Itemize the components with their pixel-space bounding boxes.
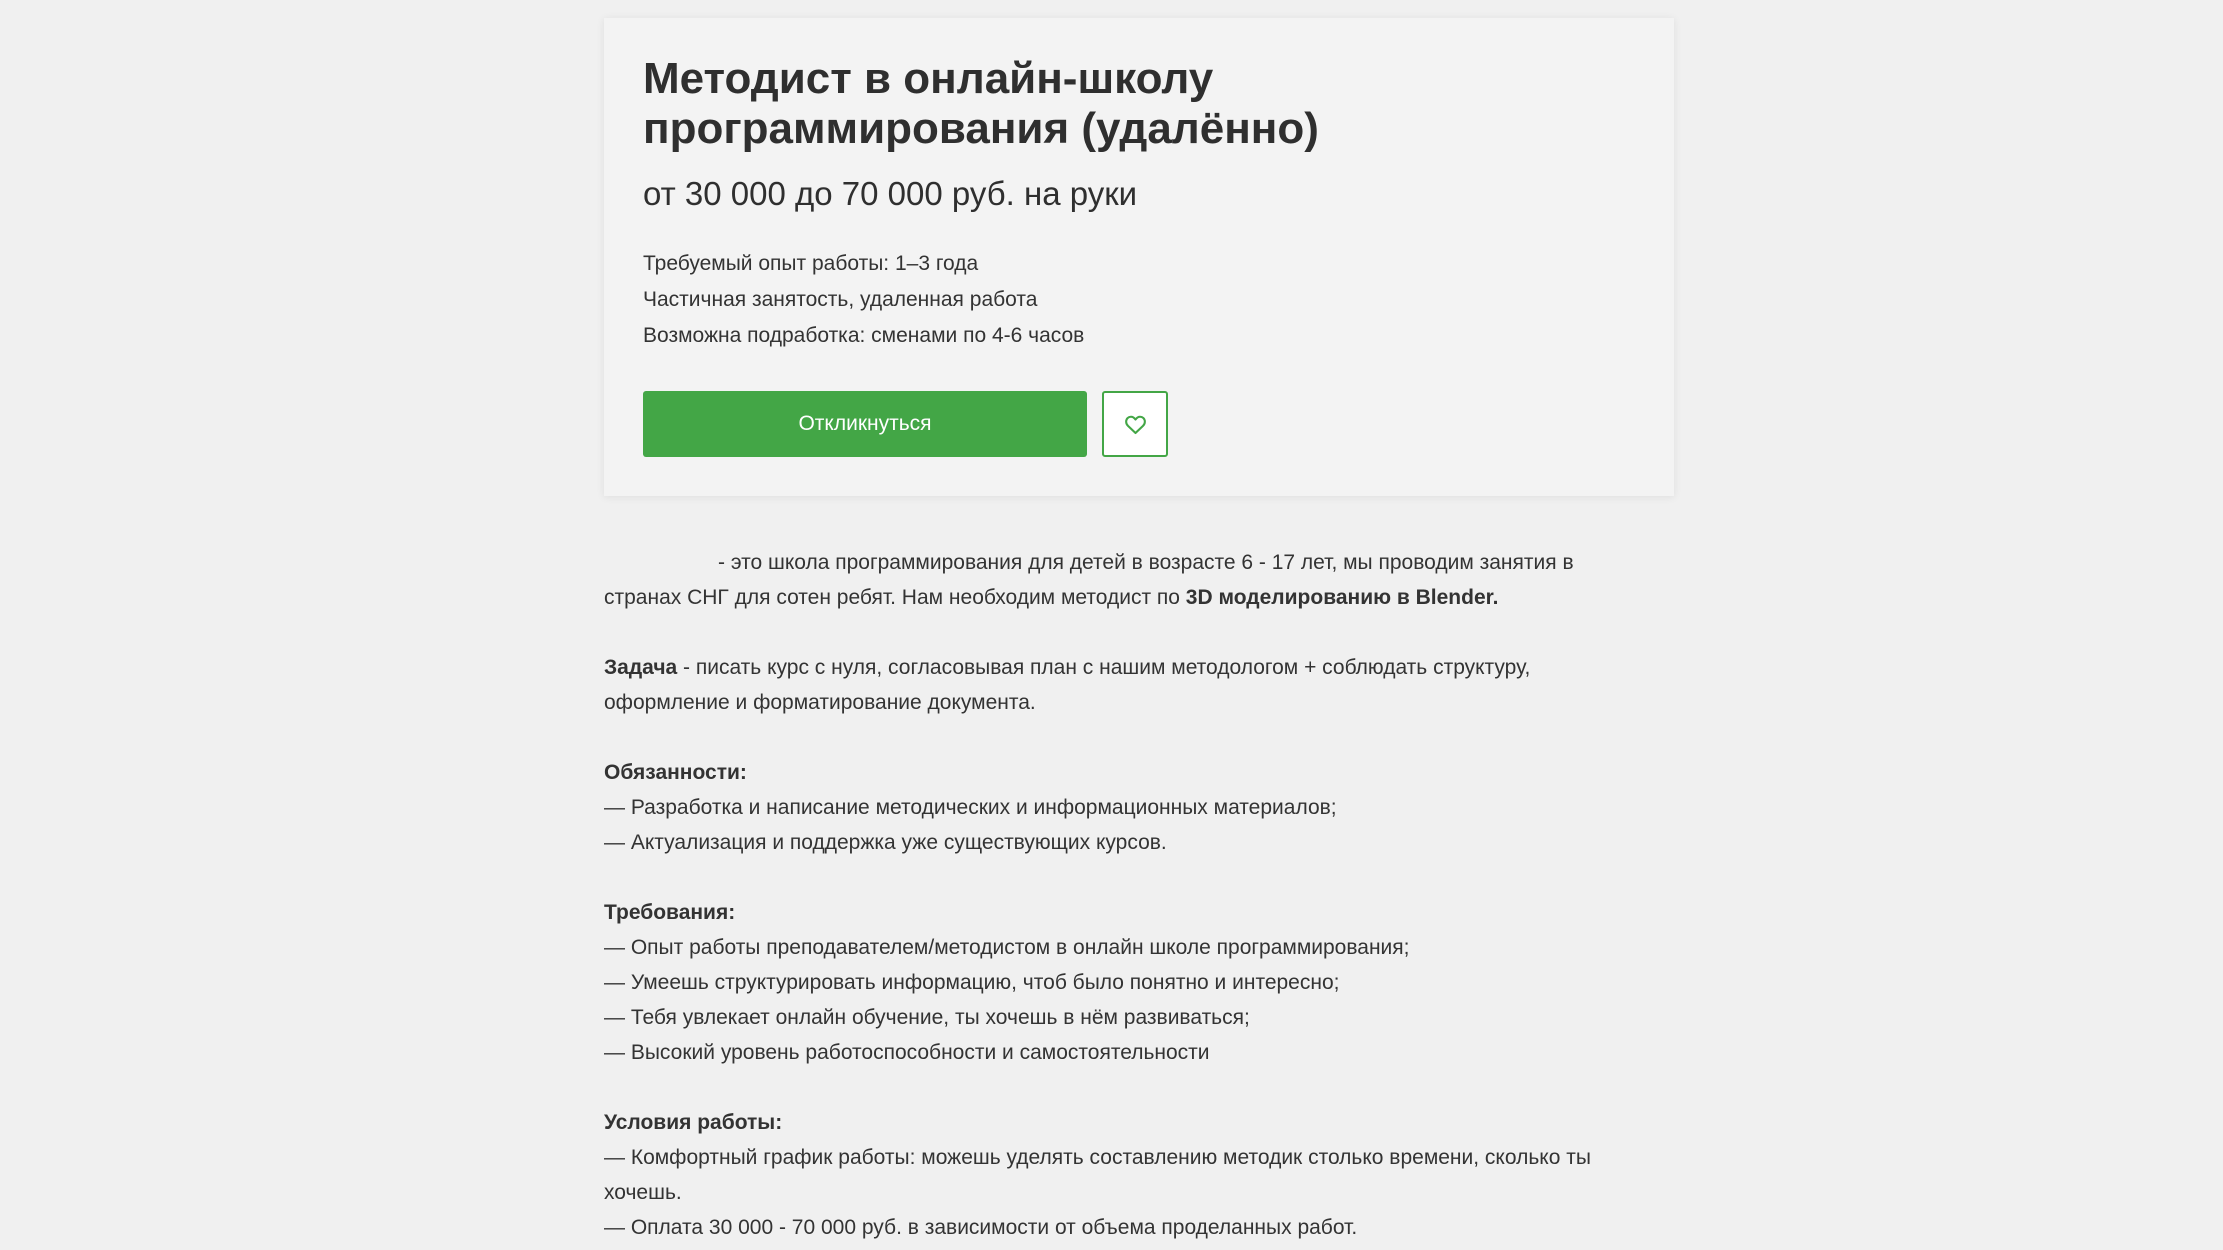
intro-line-1 — [604, 545, 1674, 580]
vacancy-meta — [643, 246, 1636, 354]
employment-text: Частичная занятость, удаленная работа — [643, 288, 1038, 311]
task-line-2: оформление и форматирование документа. — [604, 691, 1036, 714]
intro-line-2 — [604, 580, 1674, 615]
vacancy-title — [643, 54, 1403, 154]
task-title: Задача — [604, 656, 678, 679]
vacancy-page — [604, 0, 1674, 1250]
spacer — [604, 615, 1674, 650]
requirement-item: — Опыт работы преподавателем/методистом в онлайн школе программирования; — [604, 936, 1410, 959]
task-line-1 — [604, 650, 1674, 685]
responsibilities-title: Обязанности: — [604, 761, 747, 784]
intro-strong-text: 3D моделированию в Blender. — [1185, 586, 1499, 609]
responsibility-item: — Разработка и написание методических и информационных материалов; — [604, 796, 1337, 819]
requirement-item: — Тебя увлекает онлайн обучение, ты хочешь в нём развиваться; — [604, 1006, 1250, 1029]
apply-button[interactable]: Откликнуться — [643, 391, 1087, 457]
favorite-button[interactable] — [1102, 391, 1168, 457]
experience-text: Требуемый опыт работы: 1–3 года — [643, 252, 979, 275]
spacer — [604, 720, 1674, 755]
conditions-title: Условия работы: — [604, 1111, 783, 1134]
vacancy-header-card — [604, 18, 1674, 496]
responsibility-item: — Актуализация и поддержка уже существующих курсов. — [604, 831, 1167, 854]
spacer — [604, 860, 1674, 895]
condition-item: — Комфортный график работы: можешь уделять составлению методик столько времени, сколько ты — [604, 1146, 1591, 1169]
intro-text-2: странах СНГ для сотен ребят. Нам необходим методист по — [604, 586, 1180, 609]
requirement-item: — Высокий уровень работоспособности и самостоятельности — [604, 1041, 1210, 1064]
condition-item: хочешь. — [604, 1181, 682, 1204]
vacancy-title-line-1: Методист в онлайн-школу — [643, 54, 1214, 103]
task-text-1: - писать курс с нуля, согласовывая план с нашим методологом + соблюдать структуру, — [677, 656, 1531, 679]
requirements-title: Требования: — [604, 901, 736, 924]
requirement-item: — Умеешь структурировать информацию, чтоб было понятно и интересно; — [604, 971, 1340, 994]
spacer — [604, 1070, 1674, 1105]
intro-text-1: - это школа программирования для детей в возрасте 6 - 17 лет, мы проводим занятия в — [718, 551, 1574, 574]
vacancy-actions — [643, 391, 1168, 457]
condition-item: — Оплата 30 000 - 70 000 руб. в зависимости от объема проделанных работ. — [604, 1216, 1358, 1239]
extra-work-text: Возможна подработка: сменами по 4-6 часов — [643, 324, 1085, 347]
vacancy-title-line-2: программирования (удалённо) — [643, 104, 1319, 153]
heart-icon — [1123, 412, 1148, 437]
vacancy-description — [604, 545, 1674, 1245]
salary-text: от 30 000 до 70 000 руб. на руки — [643, 175, 1138, 212]
